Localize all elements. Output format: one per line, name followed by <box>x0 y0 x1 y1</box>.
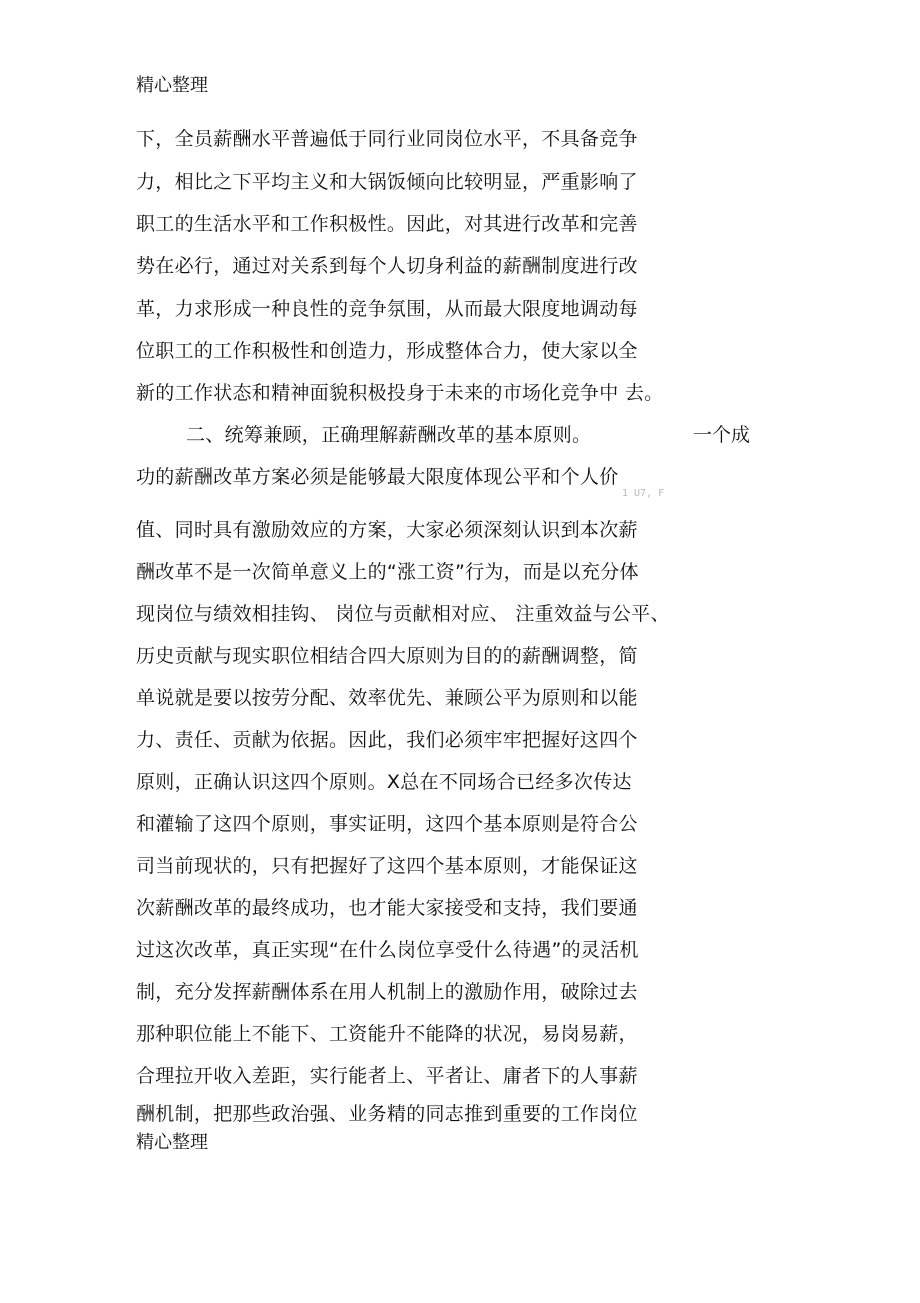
heading-tail-text: 一个成 <box>693 424 751 446</box>
text-line: 司当前现状的，只有把握好了这四个基本原则，才能保证这 <box>136 855 638 877</box>
text-line: 现岗位与绩效相挂钩、 岗位与贡献相对应、 注重效益与公平、 <box>136 603 670 625</box>
text-line: 职工的生活水平和工作积极性。因此，对其进行改革和完善 <box>136 213 638 235</box>
text-line: 力、责任、贡献为依据。因此，我们必须牢牢把握好这四个 <box>136 729 638 751</box>
text-line: 值、同时具有激励效应的方案，大家必须深刻认识到本次薪 <box>136 519 638 541</box>
page-header: 精心整理 <box>136 75 208 96</box>
text-line: 那种职位能上不能下、工资能升不能降的状况，易岗易薪， <box>136 1023 638 1045</box>
text-line: 力，相比之下平均主义和大锅饭倾向比较明显，严重影响了 <box>136 171 638 193</box>
text-line: 原则，正确认识这四个原则。X总在不同场合已经多次传达 <box>136 771 632 793</box>
section-heading: 二、统筹兼顾，正确理解薪酬改革的基本原则。 <box>186 424 592 446</box>
text-line: 酬机制，把那些政治强、业务精的同志推到重要的工作岗位 <box>136 1103 638 1125</box>
text-line: 革，力求形成一种良性的竞争氛围，从而最大限度地调动每 <box>136 298 638 320</box>
text-line: 位职工的工作积极性和创造力，形成整体合力，使大家以全 <box>136 340 638 362</box>
text-line: 新的工作状态和精神面貌积极投身于未来的市场化竞争中 去。 <box>136 382 664 404</box>
text-line: 酬改革不是一次简单意义上的“涨工资”行为，而是以充分体 <box>136 561 639 583</box>
text-line: 过这次改革，真正实现“在什么岗位享受什么待遇”的灵活机 <box>136 939 639 961</box>
text-line: 下，全员薪酬水平普遍低于同行业同岗位水平，不具备竞争 <box>136 128 638 150</box>
text-line: 势在必行，通过对关系到每个人切身利益的薪酬制度进行改 <box>136 255 638 277</box>
text-line: 次薪酬改革的最终成功，也才能大家接受和支持，我们要通 <box>136 897 638 919</box>
faint-scan-mark: 1 U7, F <box>622 488 665 499</box>
page-footer: 精心整理 <box>136 1132 208 1153</box>
text-line: 和灌输了这四个原则，事实证明，这四个基本原则是符合公 <box>136 813 638 835</box>
text-line: 功的薪酬改革方案必须是能够最大限度体现公平和个人价 <box>136 466 619 488</box>
text-line: 制，充分发挥薪酬体系在用人机制上的激励作用，破除过去 <box>136 981 638 1003</box>
text-line: 合理拉开收入差距，实行能者上、平者让、庸者下的人事薪 <box>136 1065 638 1087</box>
text-line: 历史贡献与现实职位相结合四大原则为目的的薪酬调整，简 <box>136 645 638 667</box>
text-line: 单说就是要以按劳分配、效率优先、兼顾公平为原则和以能 <box>136 687 638 709</box>
